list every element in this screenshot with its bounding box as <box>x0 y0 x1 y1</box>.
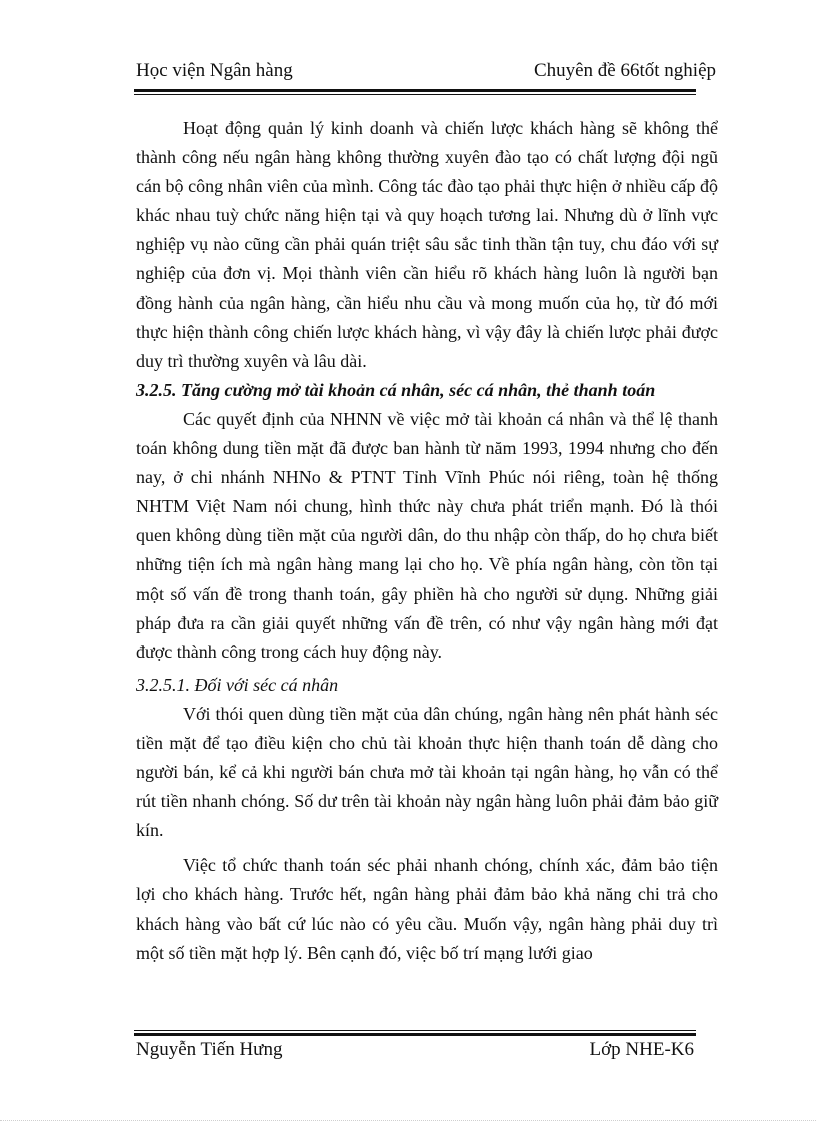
header-document-type: Chuyên đề 66tốt nghiệp <box>533 60 716 81</box>
paragraph-cheque-payment: Việc tổ chức thanh toán séc phải nhanh chóng, chính xác, đảm bảo tiện lợi cho khách hàng. Trước hết, ngân hàng phải đảm bảo khả năng chi trả cho khách hàng vào bất cứ lúc nào có yêu cầu. Muốn vậy, ngân hàng phải duy trì một số tiền mặt hợp lý. Bên cạnh đó, việc bố trí mạng lưới giao <box>136 855 718 963</box>
page-body <box>136 114 718 968</box>
page-bottom-edge <box>0 1120 816 1121</box>
footer-class: Lớp NHE-K6 <box>589 1039 694 1060</box>
header-rule-thick <box>134 89 696 92</box>
section-heading-3-2-5: 3.2.5. Tăng cường mở tài khoản cá nhân, séc cá nhân, thẻ thanh toán <box>136 379 656 400</box>
footer-rule-thin <box>134 1030 696 1031</box>
header-rule-thin <box>134 94 696 95</box>
paragraph-personal-accounts: Các quyết định của NHNN về việc mở tài khoản cá nhân và thể lệ thanh toán không dung tiền mặt đã được ban hành từ năm 1993, 1994 nhưng cho đến nay, ở chi nhánh NHNo & PTNT Tỉnh Vĩnh Phúc nói riêng, toàn hệ thống NHTM Việt Nam nói chung, hình thức này chưa phát triển mạnh. Đó là thói quen không dùng tiền mặt của người dân, do thu nhập còn thấp, do họ chưa biết những tiện ích mà ngân hàng mang lại cho họ. Về phía ngân hàng, còn tồn tại một số vấn đề trong thanh toán, gây phiền hà cho người sử dụng. Những giải pháp đưa ra cần giải quyết những vấn đề trên, có như vậy ngân hàng mới đạt được thành công trong cách huy động này. <box>136 408 718 662</box>
page-header <box>136 60 716 86</box>
page-footer <box>136 1039 694 1065</box>
paragraph-training: Hoạt động quản lý kinh doanh và chiến lược khách hàng sẽ không thể thành công nếu ngân hàng không thường xuyên đào tạo có chất lượng đội ngũ cán bộ công nhân viên của mình. Công tác đào tạo phải thực hiện ở nhiều cấp độ khác nhau tuỳ chức năng hiện tại và quy hoạch tương lai. Nhưng dù ở lĩnh vực nghiệp vụ nào cũng cần phải quán triệt sâu sắc tinh thần tận tuy, chu đáo với sự nghiệp của đơn vị. Mọi thành viên cần hiểu rõ khách hàng luôn là người bạn đồng hành của ngân hàng, cần hiểu nhu cầu và mong muốn của họ, từ đó mới thực hiện thành công chiến lược khách hàng, vì vậy đây là chiến lược phải được duy trì thường xuyên và lâu dài. <box>136 118 718 371</box>
footer-author: Nguyễn Tiến Hưng <box>136 1039 283 1060</box>
header-institution: Học viện Ngân hàng <box>136 60 293 81</box>
paragraph-cheque-issuance: Với thói quen dùng tiền mặt của dân chúng, ngân hàng nên phát hành séc tiền mặt để tạo điều kiện cho chủ tài khoản thực hiện thanh toán dễ dàng cho người bán, kể cả khi người bán chưa mở tài khoản tại ngân hàng, họ vẫn có thể rút tiền nhanh chóng. Số dư trên tài khoản này ngân hàng luôn phải đảm bảo giữ kín. <box>136 703 718 841</box>
footer-rule-thick <box>134 1033 696 1036</box>
subsection-heading-3-2-5-1: 3.2.5.1. Đối với séc cá nhân <box>136 674 339 695</box>
